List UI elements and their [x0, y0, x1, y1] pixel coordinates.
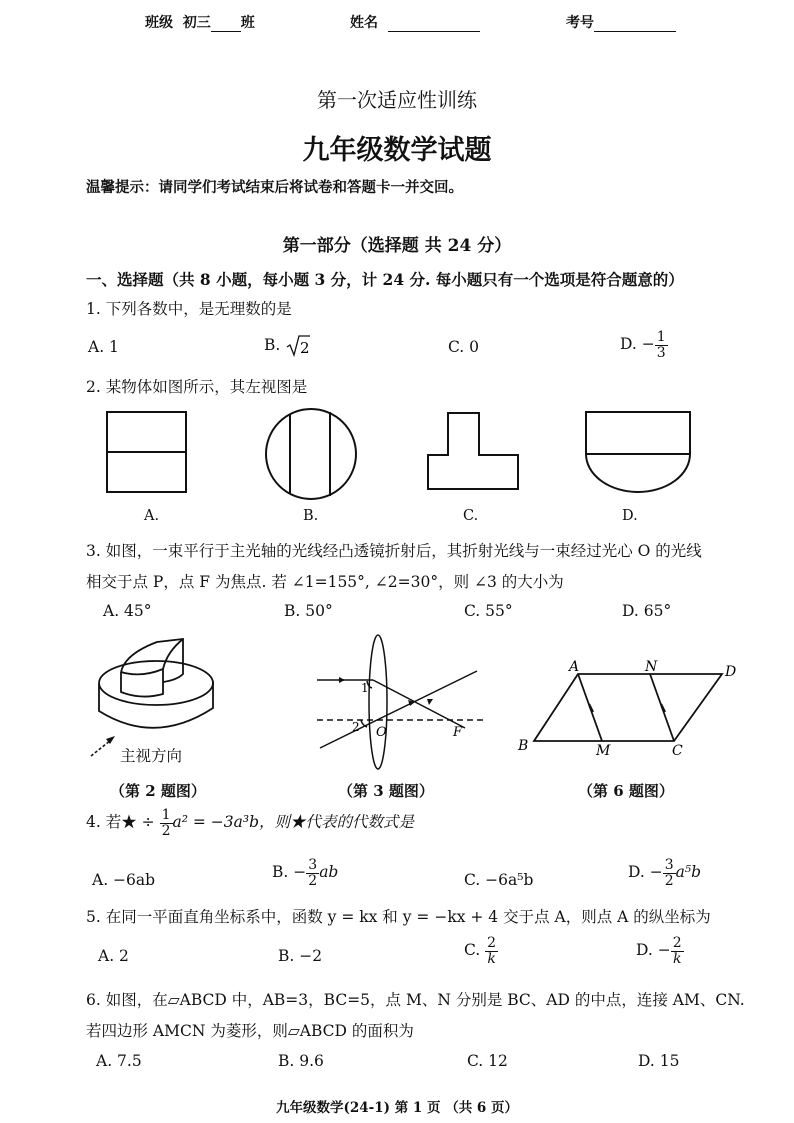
fig6-caption: （第 6 题图）	[578, 782, 674, 800]
q4-option-a[interactable]: A. −6ab	[92, 871, 156, 889]
question-1: 1. 下列各数中，是无理数的是	[86, 300, 292, 318]
q2-label-c[interactable]: C.	[463, 508, 479, 524]
q2-label-d[interactable]: D.	[622, 508, 638, 524]
q3-option-d[interactable]: D. 65°	[622, 602, 672, 620]
q5-option-a[interactable]: A. 2	[98, 947, 129, 965]
part-heading: 第一部分（选择题 共 24 分）	[282, 236, 512, 256]
q2-views	[100, 404, 700, 504]
fig3-point-o: O	[376, 725, 387, 740]
fig3-lens	[315, 632, 490, 772]
section-heading: 一、选择题（共 8 小题，每小题 3 分，计 24 分. 每小题只有一个选项是符合题意的）	[86, 270, 684, 289]
page-footer: 九年级数学(24-1) 第 1 页 （共 6 页）	[275, 1100, 519, 1116]
fig6-parallelogram	[514, 654, 744, 764]
fig3-caption: （第 3 题图）	[338, 782, 434, 800]
q6-option-b[interactable]: B. 9.6	[278, 1052, 324, 1070]
q6-option-c[interactable]: C. 12	[467, 1052, 508, 1070]
fig3-angle-2: 2	[352, 720, 360, 734]
fig6-point-a: A	[569, 659, 580, 675]
fig2-caption: （第 2 题图）	[110, 782, 206, 800]
q6-option-a[interactable]: A. 7.5	[96, 1052, 142, 1070]
question-3-line1: 3. 如图，一束平行于主光轴的光线经凸透镜折射后，其折射光线与一束经过光心 O 的光线	[86, 542, 702, 560]
fraction: $\frac{1}{3}$	[656, 329, 666, 361]
sqrt-symbol	[285, 334, 311, 358]
question-2: 2. 某物体如图所示，其左视图是	[86, 378, 308, 396]
q3-option-b[interactable]: B. 50°	[284, 602, 333, 620]
question-6-line1: 6. 如图，在▱ABCD 中，AB=3，BC=5，点 M、N 分别是 BC、AD 的中点，连接 AM、CN.	[86, 991, 745, 1009]
notice: 温馨提示：请同学们考试结束后将试卷和答题卡一并交回。	[86, 180, 463, 196]
id-field: 考号	[566, 12, 676, 32]
q5-option-c[interactable]: C. $\frac{2}{k}$	[464, 935, 497, 967]
q4-option-c[interactable]: C. −6a⁵b	[464, 871, 534, 889]
q1-option-d[interactable]: D. − $\frac{1}{3}$	[620, 329, 666, 361]
fig6-point-n: N	[645, 659, 658, 675]
q1-option-a[interactable]: A. 1	[88, 338, 119, 356]
q4-option-b[interactable]: B. − $\frac{3}{2}$ ab	[272, 857, 339, 889]
class-field: 班级 初三 班	[145, 15, 255, 31]
q2-view-a	[107, 412, 186, 492]
fig6-point-m: M	[596, 743, 611, 759]
q2-view-b	[266, 409, 356, 499]
q2-view-c	[428, 413, 518, 489]
id-blank[interactable]	[594, 17, 676, 32]
q2-label-b[interactable]: B.	[303, 508, 319, 524]
q1-option-b[interactable]: B. 2	[264, 336, 310, 357]
question-4: 4. 若★ ÷ $\frac{1}{2}$ a² = −3a³b，则★代表的代数式是	[86, 807, 415, 839]
sqrt-radicand: 2	[300, 339, 310, 357]
class-blank[interactable]	[211, 17, 241, 32]
question-6-line2: 若四边形 AMCN 为菱形，则▱ABCD 的面积为	[86, 1022, 414, 1040]
question-5: 5. 在同一平面直角坐标系中，函数 y = kx 和 y = −kx + 4 交于点 A，则点 A 的纵坐标为	[86, 908, 711, 926]
fig6-point-c: C	[672, 743, 683, 759]
fig6-point-d: D	[725, 664, 737, 680]
exam-subtitle: 第一次适应性训练	[317, 88, 477, 112]
q2-label-a[interactable]: A.	[144, 508, 160, 524]
q3-option-c[interactable]: C. 55°	[464, 602, 513, 620]
q5-option-d[interactable]: D. − $\frac{2}{k}$	[636, 935, 682, 967]
name-field: 姓名	[350, 12, 480, 32]
q4-option-d[interactable]: D. − $\frac{3}{2}$ a⁵b	[628, 857, 702, 889]
q2-view-d	[586, 412, 690, 492]
q5-option-b[interactable]: B. −2	[278, 947, 323, 965]
q1-option-c[interactable]: C. 0	[448, 338, 480, 356]
name-blank[interactable]	[388, 17, 480, 32]
fig3-point-f: F	[453, 725, 463, 740]
fig6-point-b: B	[518, 738, 529, 754]
fig3-angle-1: 1	[361, 681, 369, 695]
q6-option-d[interactable]: D. 15	[638, 1052, 680, 1070]
q3-option-a[interactable]: A. 45°	[103, 602, 152, 620]
fig2-direction: 主视方向	[120, 747, 183, 765]
question-3-line2: 相交于点 P，点 F 为焦点. 若 ∠1=155°, ∠2=30°，则 ∠3 的大小为	[86, 573, 564, 591]
exam-title: 九年级数学试题	[302, 135, 492, 166]
